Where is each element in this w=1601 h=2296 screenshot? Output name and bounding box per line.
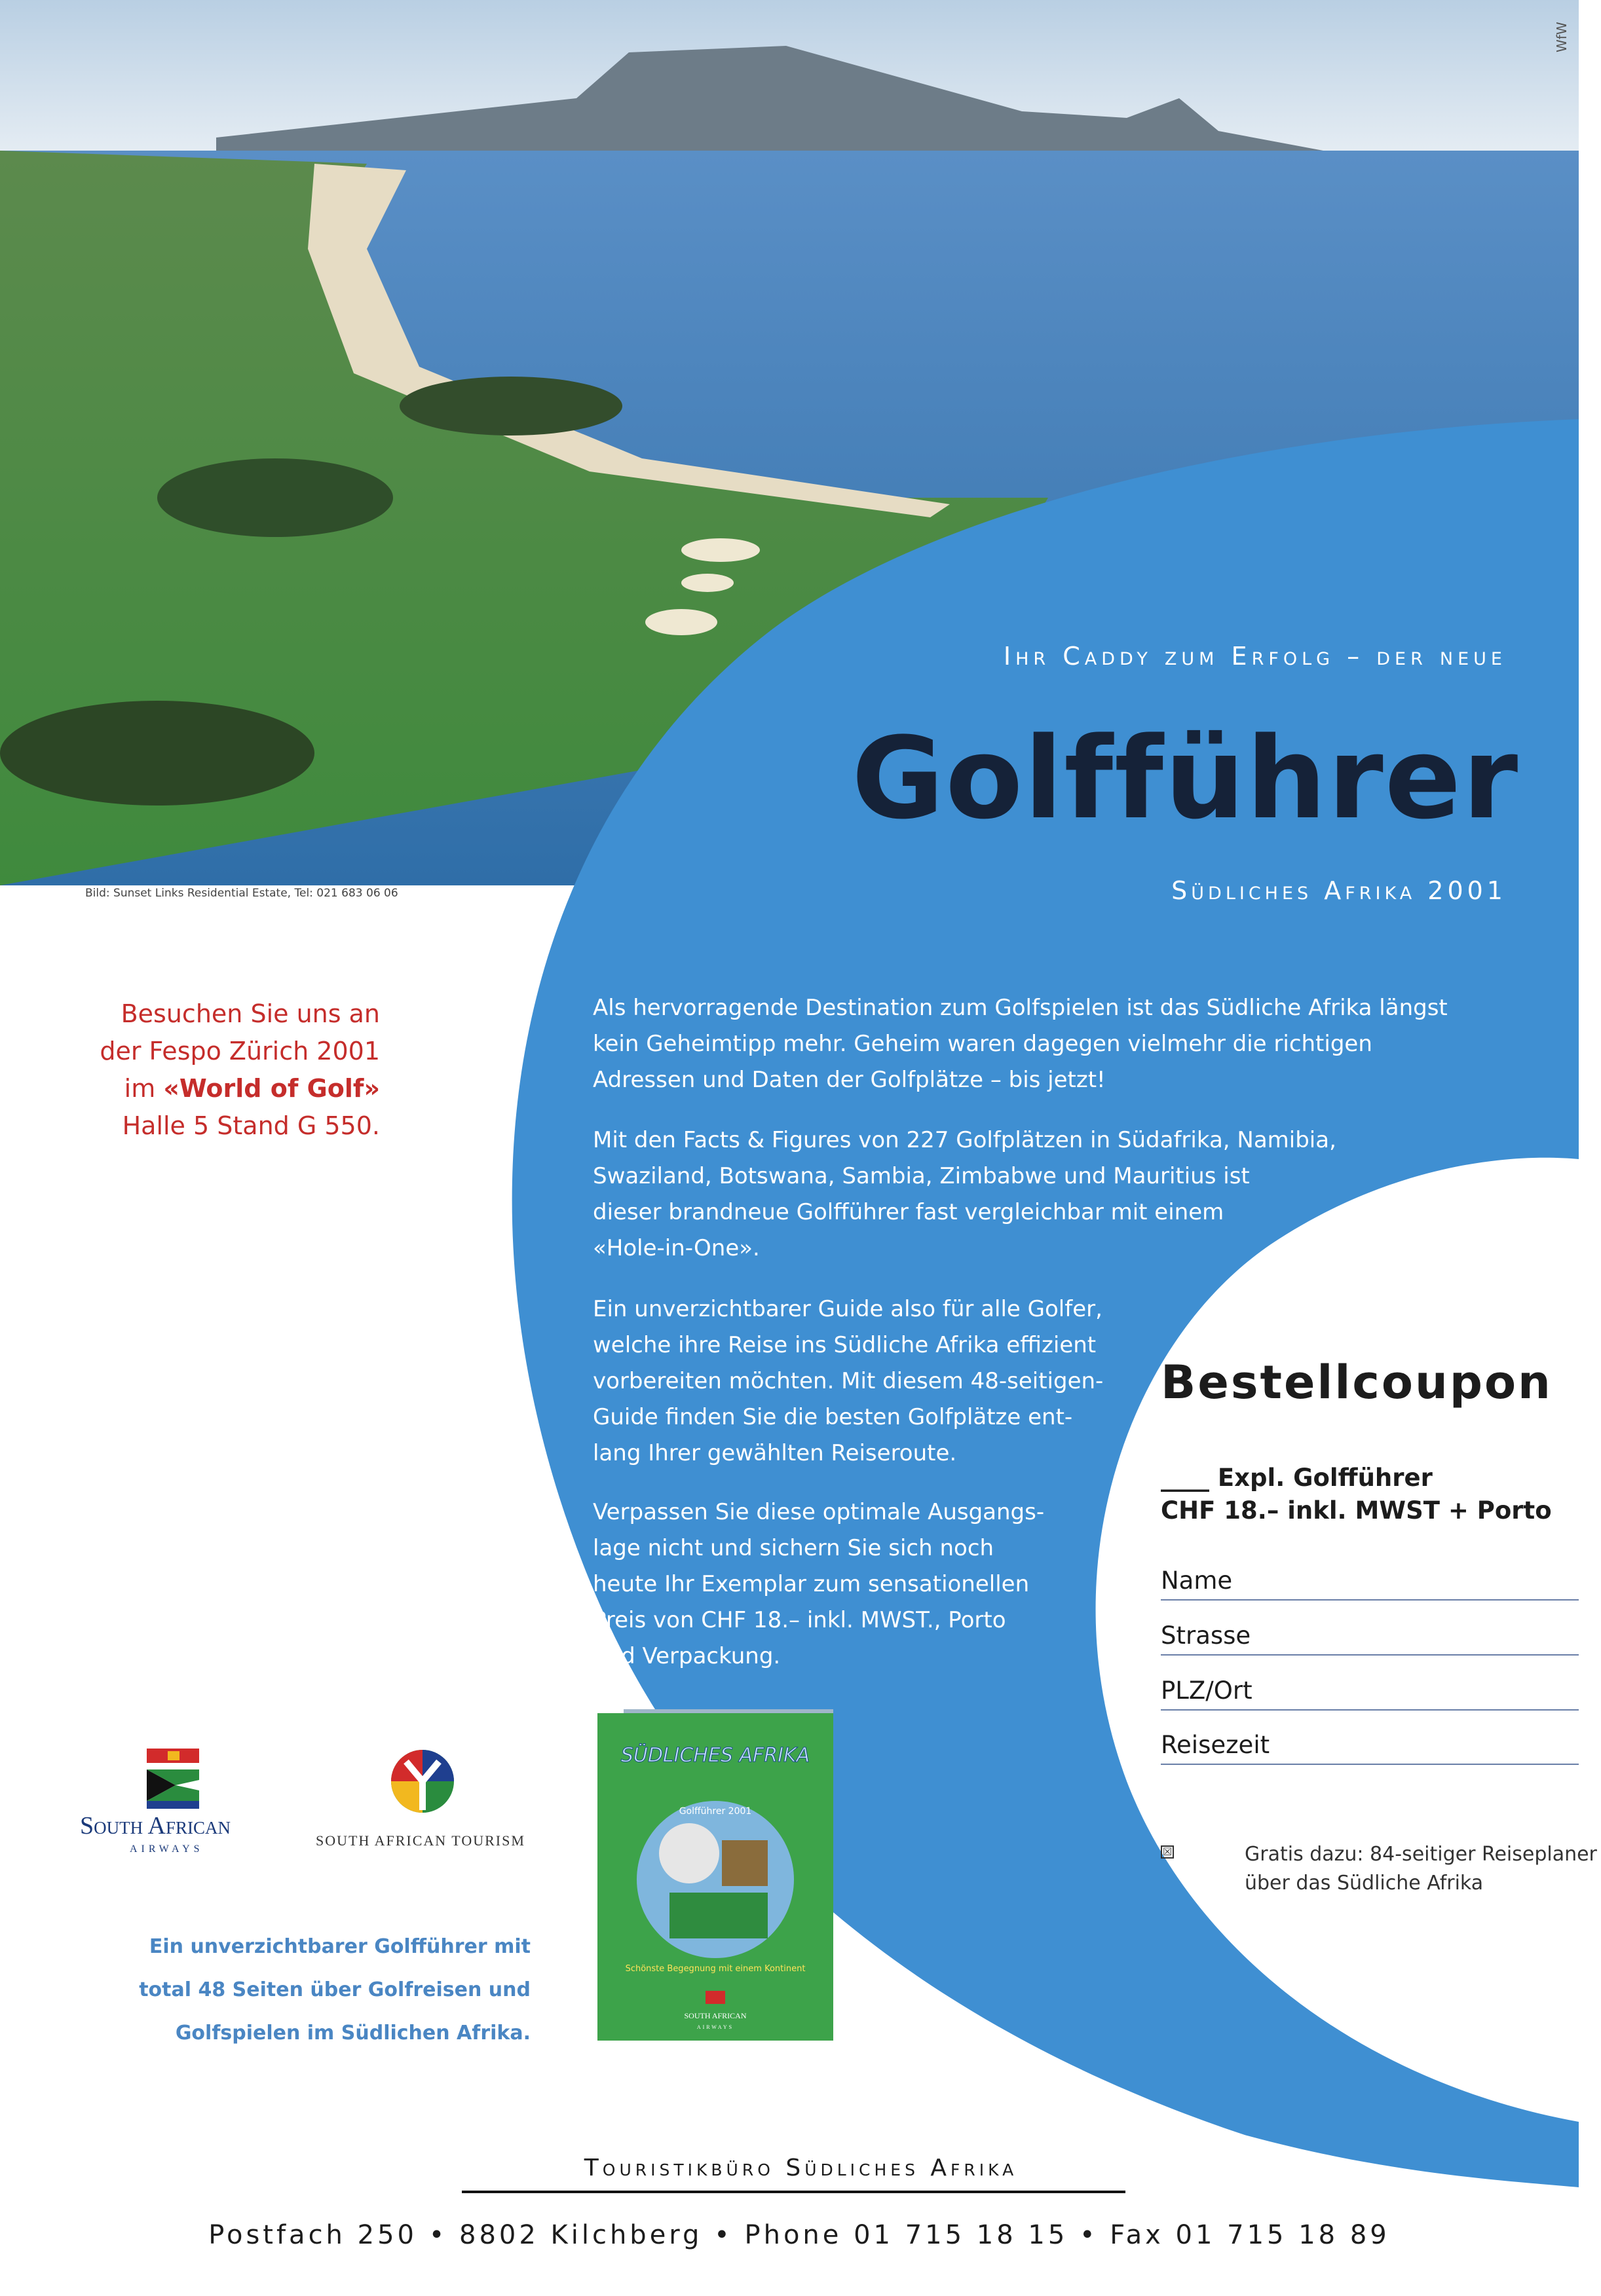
photo-credit: Bild: Sunset Links Residential Estate, Tel: 021 683 06 06 [85, 887, 398, 900]
zip-city-field-label: PLZ/Ort [1161, 1676, 1253, 1705]
gratis-line-1: Gratis dazu: 84-seitiger Reiseplaner [1245, 1843, 1597, 1866]
cover-tagline: Schönste Begegnung mit einem Kontinent [625, 1964, 806, 1974]
body-line: lage nicht und sichern Sie sich noch [593, 1535, 994, 1561]
body-line: heute Ihr Exemplar zum sensationellen [593, 1571, 1030, 1597]
footer-organization: Touristikbüro Südliches Afrika [584, 2155, 1018, 2181]
body-line: Ein unverzichtbarer Guide also für alle Golfer, [593, 1296, 1102, 1322]
fair-visit-notice [72, 995, 380, 1145]
body-line: und Verpackung. [593, 1643, 781, 1669]
travel-time-field-label: Reisezeit [1161, 1731, 1270, 1759]
visit-line-3-prefix: im [124, 1074, 164, 1103]
body-line: dieser brandneue Golfführer fast vergleichbar mit einem [593, 1199, 1224, 1225]
guide-book-cover [597, 1709, 837, 2043]
travel-time-field[interactable] [1161, 1764, 1579, 1765]
saa-flag-icon [77, 1749, 274, 1860]
gratis-line-2: über das Südliche Afrika [1245, 1872, 1484, 1895]
body-line: kein Geheimtipp mehr. Geheim waren dagegen vielmehr die richtigen [593, 1031, 1372, 1057]
visit-line-1: Besuchen Sie uns an [121, 999, 380, 1028]
body-line: Guide finden Sie die besten Golfplätze ent- [593, 1404, 1073, 1430]
body-line: Mit den Facts & Figures von 227 Golfplätzen in Südafrika, Namibia, [593, 1127, 1336, 1153]
body-line: Verpassen Sie diese optimale Ausgangs- [593, 1499, 1045, 1525]
street-field-label: Strasse [1161, 1621, 1251, 1650]
body-paragraph-2 [593, 1122, 1336, 1267]
promo-line-3: Golfspielen im Südlichen Afrika. [175, 2022, 531, 2045]
promo-text [85, 1925, 531, 2055]
body-line: Adressen und Daten der Golfplätze – bis jetzt! [593, 1067, 1106, 1093]
headline-title: Golfführer [852, 713, 1520, 844]
name-field-label: Name [1161, 1566, 1233, 1595]
south-african-airways-logo [77, 1749, 274, 1860]
zip-city-field[interactable] [1161, 1709, 1579, 1711]
footer-divider [462, 2191, 1125, 2193]
order-quantity-line[interactable]: ____ Expl. Golfführer [1161, 1464, 1433, 1492]
body-line: lang Ihrer gewählten Reiseroute. [593, 1440, 957, 1466]
promo-line-2: total 48 Seiten über Golfreisen und [139, 1978, 531, 2001]
cover-title: SÜDLICHES AFRIKA [620, 1744, 810, 1767]
coupon-title: Bestellcoupon [1161, 1356, 1553, 1409]
cover-brand: SOUTH AFRICAN [684, 2011, 747, 2020]
visit-line-2: der Fespo Zürich 2001 [100, 1037, 380, 1065]
visit-line-3 [72, 1070, 380, 1107]
body-line: vorbereiten möchten. Mit diesem 48-seitigen- [593, 1368, 1104, 1394]
sat-name: SOUTH AFRICAN TOURISM [316, 1832, 525, 1849]
footer-contact: Postfach 250 • 8802 Kilchberg • Phone 01 715 18 15 • Fax 01 715 18 89 [208, 2220, 1390, 2250]
name-field[interactable] [1161, 1599, 1579, 1601]
street-field[interactable] [1161, 1654, 1579, 1656]
cover-brand-sub: AIRWAYS [696, 2024, 734, 2030]
cover-edition: Golfführer 2001 [679, 1806, 752, 1817]
body-paragraph-4 [593, 1494, 1044, 1675]
visit-event-name: «World of Golf» [163, 1074, 380, 1103]
side-mark: WfW [1554, 22, 1570, 52]
coupon-order-line [1161, 1462, 1552, 1527]
body-paragraph-3 [593, 1291, 1103, 1472]
south-african-tourism-logo [314, 1750, 531, 1861]
visit-line-4: Halle 5 Stand G 550. [122, 1111, 380, 1140]
gratis-checkbox[interactable]: ☒ [1161, 1845, 1174, 1859]
order-price-line: CHF 18.– inkl. MWST + Porto [1161, 1496, 1552, 1525]
saa-sub: AIRWAYS [130, 1843, 204, 1855]
body-line: Als hervorragende Destination zum Golfspielen ist das Südliche Afrika längst [593, 995, 1448, 1021]
body-line: welche ihre Reise ins Südliche Afrika effizient [593, 1332, 1097, 1358]
promo-line-1: Ein unverzichtbarer Golfführer mit [149, 1935, 531, 1958]
headline-subtitle: Südliches Afrika 2001 [1171, 876, 1507, 905]
body-line: Preis von CHF 18.– inkl. MWST., Porto [593, 1607, 1006, 1633]
saa-name: South African [80, 1812, 231, 1840]
body-line: «Hole-in-One». [593, 1235, 760, 1261]
sat-emblem-icon [314, 1750, 531, 1861]
body-paragraph-1 [593, 990, 1448, 1098]
headline-kicker: Ihr Caddy zum Erfolg – der neue [1003, 642, 1507, 671]
gratis-offer-text [1245, 1840, 1597, 1898]
body-line: Swaziland, Botswana, Sambia, Zimbabwe und Mauritius ist [593, 1163, 1250, 1189]
